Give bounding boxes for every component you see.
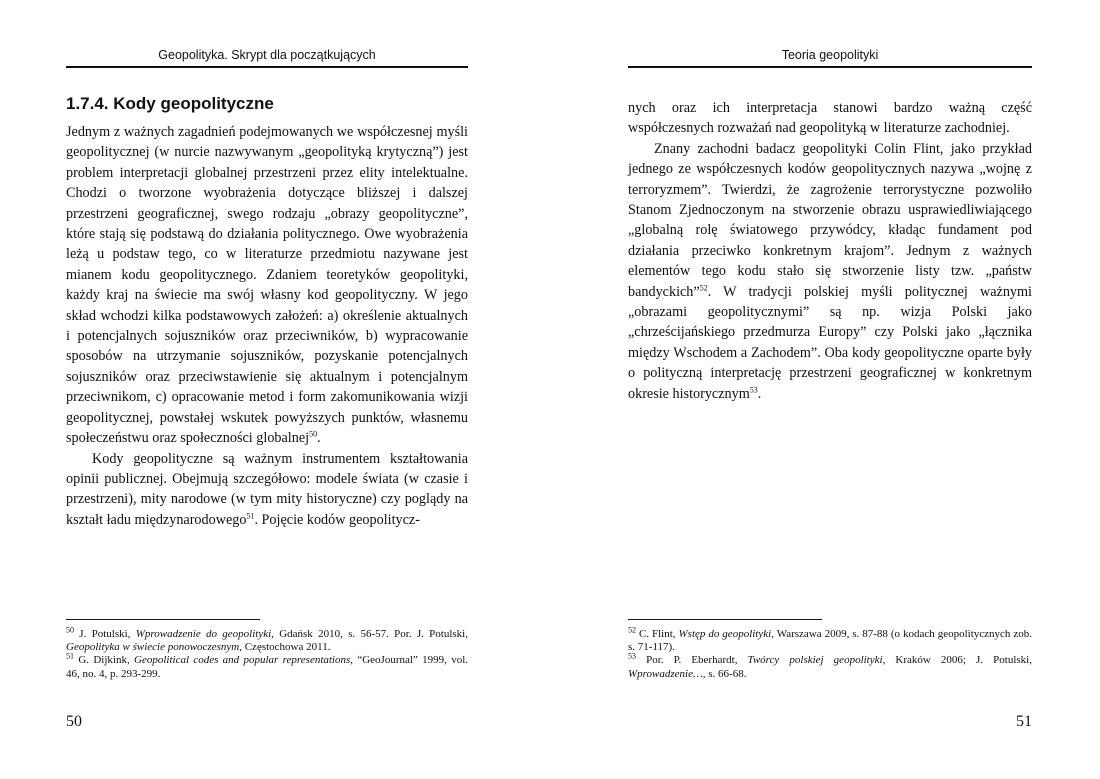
paragraph-text: .: [757, 385, 762, 402]
footnote: [628, 625, 1033, 654]
paragraph-text: . Pojęcie kodów geopolitycz-: [254, 511, 420, 528]
running-header: Teoria geopolityki: [781, 48, 879, 62]
footnote-rule: [628, 619, 822, 620]
paragraph-text: Kody geopolityczne są ważnym instrumentem kształtowania opinii publicznej. Obejmują szczegółowo: modele świata (w czasie i przestrzeni), mity narodowe (w tym mity historyczne) czy poglądy na kształt ładu międzynarodowego: [66, 450, 468, 528]
footnote-ref: 51: [246, 510, 255, 520]
footnote-ref: 53: [749, 384, 758, 394]
footnote-rule: [66, 619, 260, 620]
footnote-text: , “GeoJournal” 1999, vol. 46, no. 4, p. 293-299.: [66, 654, 469, 680]
header-rule: [628, 66, 1032, 68]
right-page: [628, 0, 1032, 779]
paragraph: [628, 139, 1032, 404]
footnote-title: Wprowadzenie do geopolityki: [135, 628, 272, 640]
paragraph-text: Znany zachodni badacz geopolityki Colin Flint, jako przykład jednego ze współczesnych kodów geopolitycznych nazywa „wojnę z terroryzmem”. Twierdzi, że zagrożenie terrorystyczne pozwoliło Stanom Zjednoczonym na stworzenie obrazu usprawiedliwiającego „globalną rolę światowego przywódcy, kładąc fundament pod działania przeciwko konkretnym krajom”. Jednym z ważnych elementów tego kodu stało się stworzenie listy tzw. „państw bandyckich”: [628, 140, 1032, 300]
body-text: [66, 122, 468, 530]
footnote-number: 51: [66, 651, 74, 661]
footnote-text: , Gdańsk 2010, s. 56-57. Por. J. Potulski,: [271, 628, 468, 640]
page-number: 50: [66, 713, 82, 730]
footnote-ref: 50: [309, 429, 318, 439]
footnote-text: Por. P. Eberhardt,: [646, 654, 748, 667]
footnote-text: C. Flint,: [638, 628, 679, 640]
footnote-text: , Warszawa 2009, s. 87-88 (o kodach geopolitycznych zob. s. 71-117).: [628, 628, 1033, 654]
footnote-title: Wprowadzenie…: [628, 667, 703, 680]
paragraph: [66, 449, 468, 531]
footnote-text: , Częstochowa 2011.: [239, 641, 331, 654]
section-title: 1.7.4. Kody geopolityczne: [66, 94, 274, 113]
footnote-title: Geopolitical codes and popular representations: [134, 654, 351, 667]
footnote: [628, 651, 1032, 680]
footnote-number: 50: [66, 625, 74, 635]
footnote-number: 53: [628, 651, 636, 661]
running-header: Geopolityka. Skrypt dla początkujących: [158, 48, 376, 62]
header-rule: [66, 66, 468, 68]
footnote-title: Wstęp do geopolityki: [678, 628, 772, 640]
body-text: [628, 98, 1032, 404]
paragraph: Jednym z ważnych zagadnień podejmowanych we współczesnej myśli geopolitycznej (w nurcie nazwywanym „geopolityką krytyczną”) jest problem interpretacji globalnej przestrzeni przez elity intelektualne. Chodzi o tworzone wyobrażenia dotyczące bliższej i dalszej przestrzeni geograficznej, swego rodzaju „obrazy geopolityczne”, które stają się podstawą do działania politycznego. Owe wyobrażenia leżą u podstaw tego, co w literaturze przedmiotu nazywane jest mianem kodu geopolitycznego. Zdaniem teoretyków geopolityki, każdy kraj na świecie ma swój własny kod geopolityczny. W jego skład wchodzi kilka podstawowych założeń: a) określenie aktualnych i potencjalnych sojuszników oraz przeciwników, b) wypracowanie sposobów na utrzymanie sojuszników, pozyskanie potencjalnych sojuszników oraz przeciwstawienie się aktualnym i potencjalnym przeciwnikom, c) opracowanie metod i form zakomunikowania wizji geopolitycznej, powstałej wskutek powyższych punktów, własnemu społeczeństwu oraz społeczności globalnej$^{50}$.: [66, 124, 468, 447]
footnote-text: G. Dijkink,: [78, 654, 135, 667]
paragraph-text: Jednym z ważnych zagadnień podejmowanych we współczesnej myśli geopolitycznej (w nurcie nazwywanym „geopolityką krytyczną”) jest problem interpretacji globalnej przestrzeni przez elity intelektualne. Chodzi o tworzone wyobrażenia dotyczące bliższej i dalszej przestrzeni geograficznej, swego rodzaju „obrazy geopolityczne”, które stają się podstawą do działania politycznego. Owe wyobrażenia leżą u podstaw tego, co w literaturze przedmiotu nazywane jest mianem kodu geopolitycznego. Zdaniem teoretyków geopolityki, każdy kraj na świecie ma swój własny kod geopolityczny. W jego skład wchodzi kilka podstawowych założeń: a) określenie aktualnych i potencjalnych sojuszników oraz przeciwników, b) wypracowanie sposobów na utrzymanie sojuszników, pozyskanie potencjalnych sojuszników oraz przeciwstawienie się aktualnym i potencjalnym przeciwnikom, c) opracowanie metod i form zakomunikowania wizji geopolitycznej, powstałej wskutek powyższych punktów, własnemu społeczeństwu oraz społeczności globalnej: [66, 124, 468, 447]
footnote: [66, 625, 468, 654]
footnote-text: J. Potulski,: [79, 628, 136, 640]
footnote-title: Twórcy polskiej geopolityki: [747, 654, 883, 667]
paragraph: nych oraz ich interpretacja stanowi bardzo ważną część współczesnych rozważań nad geopolityką w literaturze zachodniej.: [628, 100, 1032, 137]
page-number: 51: [1016, 713, 1032, 730]
footnote-text: , s. 66-68.: [702, 667, 747, 680]
left-page: [66, 0, 468, 779]
footnotes: [628, 625, 1033, 681]
footnotes: [66, 625, 469, 681]
footnote-title: Geopolityka w świecie ponowoczesnym: [66, 641, 240, 654]
footnote-number: 52: [628, 625, 636, 635]
footnote-ref: 52: [699, 282, 708, 292]
footnote-text: , Kraków 2006; J. Potulski,: [882, 654, 1032, 667]
footnote: [66, 651, 469, 680]
paragraph-text: . W tradycji polskiej myśli politycznej ważnymi „obrazami geopolitycznymi” są np. wizja Polski jako „chrześcijańskiego przedmurza Europy” czy Polski jako „łącznika między Wschodem a Zachodem”. Oba kody geopolityczne oparte były o polityczną interpretację przestrzeni geograficznej w konkretnym okresie historycznym: [628, 283, 1032, 402]
